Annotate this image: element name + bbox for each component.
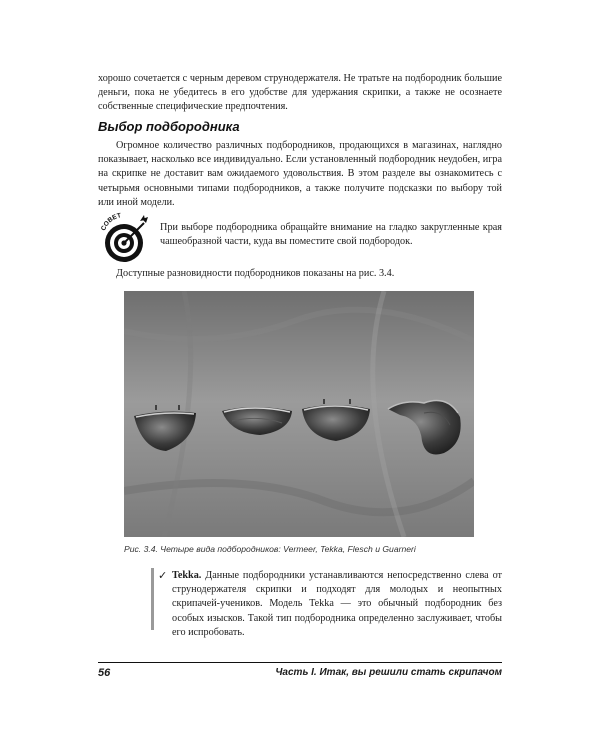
tip-text: При выборе подбородника обращайте внимание на гладко закругленные края чашеобразной части, куда вы поместите свой подбородок. — [160, 222, 502, 248]
chinrest-photo — [124, 291, 474, 537]
bullet-item-tekka — [172, 569, 502, 640]
tip-icon — [98, 211, 154, 267]
bullet-sidebar-rule — [151, 568, 154, 630]
section-heading: Выбор подбородника — [98, 119, 240, 134]
intro-paragraph: хорошо сочетается с черным деревом струнодержателя. Не тратьте на подбородник большие деньги, пока не убедитесь в его удобстве для удержания скрипки, а также не осознаете собственные специфические предпочтения. — [98, 73, 502, 113]
target-arrow-icon — [98, 211, 154, 267]
page-number: 56 — [98, 667, 111, 679]
tip-icon-label: СОВЕТ — [100, 212, 122, 232]
bullet-description: Данные подбородники устанавливаются непосредственно слева от струнодержателя скрипки и подходят для молодых и неопытных скрипачей-учеников. Модель Tekka — это обычный подбородник без особых изысков. Такой тип подбородника определенно заслуживает, чтобы его испробовать. — [172, 570, 502, 638]
section-paragraph: Огромное количество различных подбородников, продающихся в магазинах, наглядно показывает, насколько все индивидуально. Если установленный подбородник неудобен, игра на скрипке не доставит вам ожидаемого удовольствия. В этом разделе вы ознакомитесь с четырьмя основными типами подбородников, а также получите подсказки по выбору той или иной модели. — [98, 140, 502, 208]
checkmark-icon: ✓ — [158, 569, 168, 582]
bullet-term: Tekka. — [172, 570, 202, 581]
figure-caption: Рис. 3.4. Четыре вида подбородников: Vermeer, Tekka, Flesch и Guarneri — [124, 544, 416, 554]
footer-rule — [98, 662, 502, 663]
running-head: Часть I. Итак, вы решили стать скрипачом — [275, 667, 502, 678]
figure-lead-in: Доступные разновидности подбородников показаны на рис. 3.4. — [116, 268, 395, 279]
